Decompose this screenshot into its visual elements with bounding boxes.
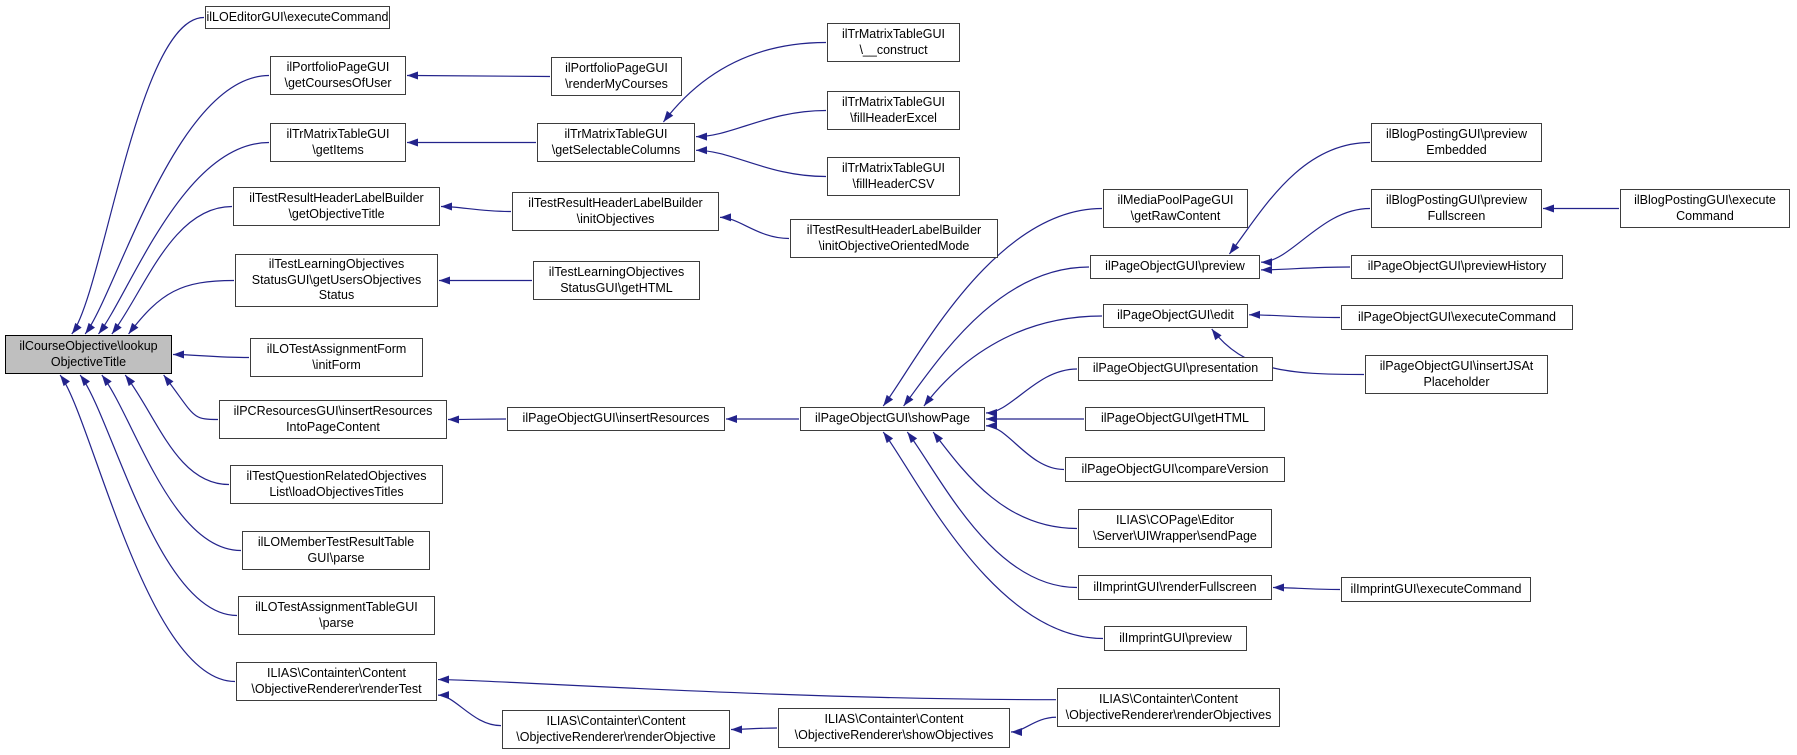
graph-node-label-line: GUI\parse <box>307 550 365 565</box>
graph-node-label-line: Fullscreen <box>1427 208 1486 223</box>
graph-node-portfolio_getcourses[interactable] <box>270 56 406 95</box>
graph-node-label-line: ilBlogPostingGUI\preview <box>1385 126 1528 141</box>
graph-node-label-line: \Server\UIWrapper\sendPage <box>1093 528 1257 543</box>
graph-node-trm_construct[interactable] <box>827 23 960 62</box>
graph-node-label-line: ilPCResourcesGUI\insertResources <box>233 403 433 418</box>
graph-node-pg_insertjsatplaceholder[interactable] <box>1365 355 1548 394</box>
graph-node-label-line: \fillHeaderCSV <box>852 176 935 191</box>
graph-node-label-line: \parse <box>319 615 354 630</box>
graph-node-label-line: IntoPageContent <box>286 419 380 434</box>
graph-node-label-line: \ObjectiveRenderer\renderObjectives <box>1065 707 1272 722</box>
graph-node-label-line: ilLOMemberTestResultTable <box>257 534 415 549</box>
graph-node-label-line: ilTestResultHeaderLabelBuilder <box>528 195 703 210</box>
graph-node-label-line: \__construct <box>859 42 928 57</box>
graph-node-label-line: ilPageObjectGUI\edit <box>1117 308 1234 323</box>
graph-node-label-line: ObjectiveTitle <box>50 354 127 369</box>
graph-node-pg_compareversion[interactable] <box>1065 457 1285 482</box>
graph-node-tqrol_loadtitles[interactable] <box>230 465 443 504</box>
graph-node-label-line: ilBlogPostingGUI\execute <box>1634 192 1776 207</box>
graph-node-label-line: StatusGUI\getUsersObjectives <box>251 272 422 287</box>
graph-node-label-line: ilImprintGUI\preview <box>1119 630 1232 645</box>
graph-node-loeditor_exec[interactable] <box>205 6 390 29</box>
graph-node-label-line: List\loadObjectivesTitles <box>269 484 404 499</box>
graph-node-getselectablecolumns[interactable] <box>537 123 695 162</box>
graph-node-label-line: Placeholder <box>1423 374 1490 389</box>
graph-node-label-line: \getItems <box>312 142 364 157</box>
graph-node-label-line: ilPageObjectGUI\compareVersion <box>1081 461 1269 476</box>
graph-node-label-line: ilPageObjectGUI\previewHistory <box>1367 259 1547 274</box>
graph-node-copage_sendpage[interactable] <box>1078 509 1272 548</box>
graph-node-renderobjective[interactable] <box>502 710 730 749</box>
graph-node-label-line: ilTestLearningObjectives <box>268 256 405 271</box>
graph-node-pg_showpage[interactable] <box>800 407 985 431</box>
graph-node-showobjectives[interactable] <box>778 708 1010 748</box>
graph-node-label-line: ilLOTestAssignmentTableGUI <box>255 599 418 614</box>
graph-node-lota_parse[interactable] <box>238 596 435 635</box>
graph-node-label-line: ilCourseObjective\lookup <box>19 338 158 353</box>
graph-node-label-line: ilMediaPoolPageGUI <box>1117 192 1234 207</box>
graph-node-pg_previewhistory[interactable] <box>1351 255 1563 279</box>
graph-node-label-line: ilTrMatrixTableGUI <box>564 126 668 141</box>
graph-node-pg_presentation[interactable] <box>1078 357 1273 381</box>
graph-node-label-line: ilPageObjectGUI\showPage <box>815 411 970 426</box>
graph-node-label-line: ilTestResultHeaderLabelBuilder <box>249 190 424 205</box>
graph-node-imprint_renderfullscreen[interactable] <box>1078 575 1272 600</box>
graph-node-pg_edit[interactable] <box>1103 304 1248 328</box>
graph-node-pg_gethtml[interactable] <box>1085 407 1265 431</box>
graph-node-label-line: ILIAS\Containter\Content <box>267 665 406 680</box>
graph-node-trhlb_initobjorientedmode[interactable] <box>790 219 998 258</box>
graph-node-label-line: ilPageObjectGUI\preview <box>1105 259 1245 274</box>
graph-node-tlos_getusersobjstatus[interactable] <box>235 254 438 307</box>
graph-node-mediapool_getrawcontent[interactable] <box>1103 189 1248 228</box>
graph-node-label-line: \getRawContent <box>1130 208 1221 223</box>
graph-node-label-line: ilPageObjectGUI\executeCommand <box>1357 309 1556 324</box>
graph-node-pg_insertresources[interactable] <box>507 407 725 431</box>
graph-node-label-line: ilPageObjectGUI\presentation <box>1092 361 1259 376</box>
graph-node-label-line: ilBlogPostingGUI\preview <box>1385 192 1528 207</box>
graph-node-trm_fillheaderexcel[interactable] <box>827 91 960 130</box>
graph-node-renderobjectives[interactable] <box>1057 688 1280 727</box>
graph-node-label-line: ilTrMatrixTableGUI <box>841 160 946 175</box>
graph-node-label-line: Embedded <box>1426 142 1487 157</box>
graph-node-lookup[interactable] <box>5 335 172 374</box>
graph-node-pg_preview[interactable] <box>1090 255 1260 279</box>
graph-node-lotaf_initform[interactable] <box>250 338 423 377</box>
graph-node-label-line: ilTestResultHeaderLabelBuilder <box>806 222 982 237</box>
graph-node-label-line: \renderMyCourses <box>565 76 668 91</box>
graph-node-label-line: ilPageObjectGUI\insertJSAt <box>1379 358 1534 373</box>
graph-node-label-line: \ObjectiveRenderer\showObjectives <box>794 728 994 742</box>
graph-node-label-line: \ObjectiveRenderer\renderObjective <box>516 729 716 744</box>
graph-node-label-line: ilImprintGUI\renderFullscreen <box>1093 579 1257 594</box>
graph-node-blog_previewembedded[interactable] <box>1371 123 1542 162</box>
graph-node-blog_previewfullscreen[interactable] <box>1371 189 1542 228</box>
graph-node-label-line: ilPageObjectGUI\getHTML <box>1101 411 1249 426</box>
graph-node-imprint_preview[interactable] <box>1104 626 1247 651</box>
graph-node-label-line: ilTrMatrixTableGUI <box>841 94 946 109</box>
graph-node-label-line: \initObjectives <box>576 211 655 226</box>
graph-node-label-line: ilImprintGUI\executeCommand <box>1350 581 1522 596</box>
graph-node-pg_executecommand[interactable] <box>1341 305 1573 330</box>
graph-node-trm_fillheadercsv[interactable] <box>827 157 960 196</box>
graph-node-label-line: ILIAS\COPage\Editor <box>1115 512 1235 527</box>
graph-node-label-line: \getCoursesOfUser <box>284 75 392 90</box>
graph-node-pcres_insertres[interactable] <box>219 400 447 439</box>
graph-node-label-line: ilLOTestAssignmentForm <box>266 341 407 356</box>
graph-node-label-line: ilTrMatrixTableGUI <box>286 126 390 141</box>
graph-node-tlos_gethtml[interactable] <box>533 261 700 300</box>
graph-node-label-line: \fillHeaderExcel <box>850 110 937 125</box>
graph-node-label-line: ilPortfolioPageGUI <box>286 59 390 74</box>
graph-node-label-line: \initObjectiveOrientedMode <box>818 238 970 253</box>
graph-node-label-line: ilLOEditorGUI\executeCommand <box>206 9 389 24</box>
graph-node-rendermycourses[interactable] <box>551 57 682 96</box>
graph-node-label-line: Command <box>1676 208 1734 223</box>
graph-node-label-line: \getSelectableColumns <box>551 142 681 157</box>
graph-node-label-line: ilPortfolioPageGUI <box>565 60 668 75</box>
graph-node-lomtr_parse[interactable] <box>242 531 430 570</box>
graph-node-label-line: StatusGUI\getHTML <box>560 280 673 295</box>
graph-node-label-line: ILIAS\Containter\Content <box>546 713 686 728</box>
graph-node-label-line: \initForm <box>312 357 361 372</box>
graph-node-label-line: ilTestLearningObjectives <box>548 264 685 279</box>
graph-node-label-line: ILIAS\Containter\Content <box>1099 691 1238 706</box>
graph-node-rendertest[interactable] <box>236 662 437 701</box>
graph-node-label-line: ILIAS\Containter\Content <box>824 712 964 727</box>
graph-node-trhlb_getobjectivetitle[interactable] <box>233 187 440 226</box>
graph-node-label-line: ilTestQuestionRelatedObjectives <box>246 468 427 483</box>
graph-node-label-line: \ObjectiveRenderer\renderTest <box>251 681 422 696</box>
graph-node-trmatrix_getitems[interactable] <box>270 123 406 162</box>
graph-node-label-line: ilTrMatrixTableGUI <box>841 26 946 41</box>
graph-node-imprint_executecommand[interactable] <box>1341 577 1531 602</box>
graph-node-label-line: Status <box>318 288 355 303</box>
graph-node-trhlb_initobjectives[interactable] <box>512 192 719 231</box>
graph-node-label-line: ilPageObjectGUI\insertResources <box>522 411 710 426</box>
graph-node-label-line: \getObjectiveTitle <box>288 206 385 221</box>
graph-node-blog_executecommand[interactable] <box>1620 189 1790 228</box>
